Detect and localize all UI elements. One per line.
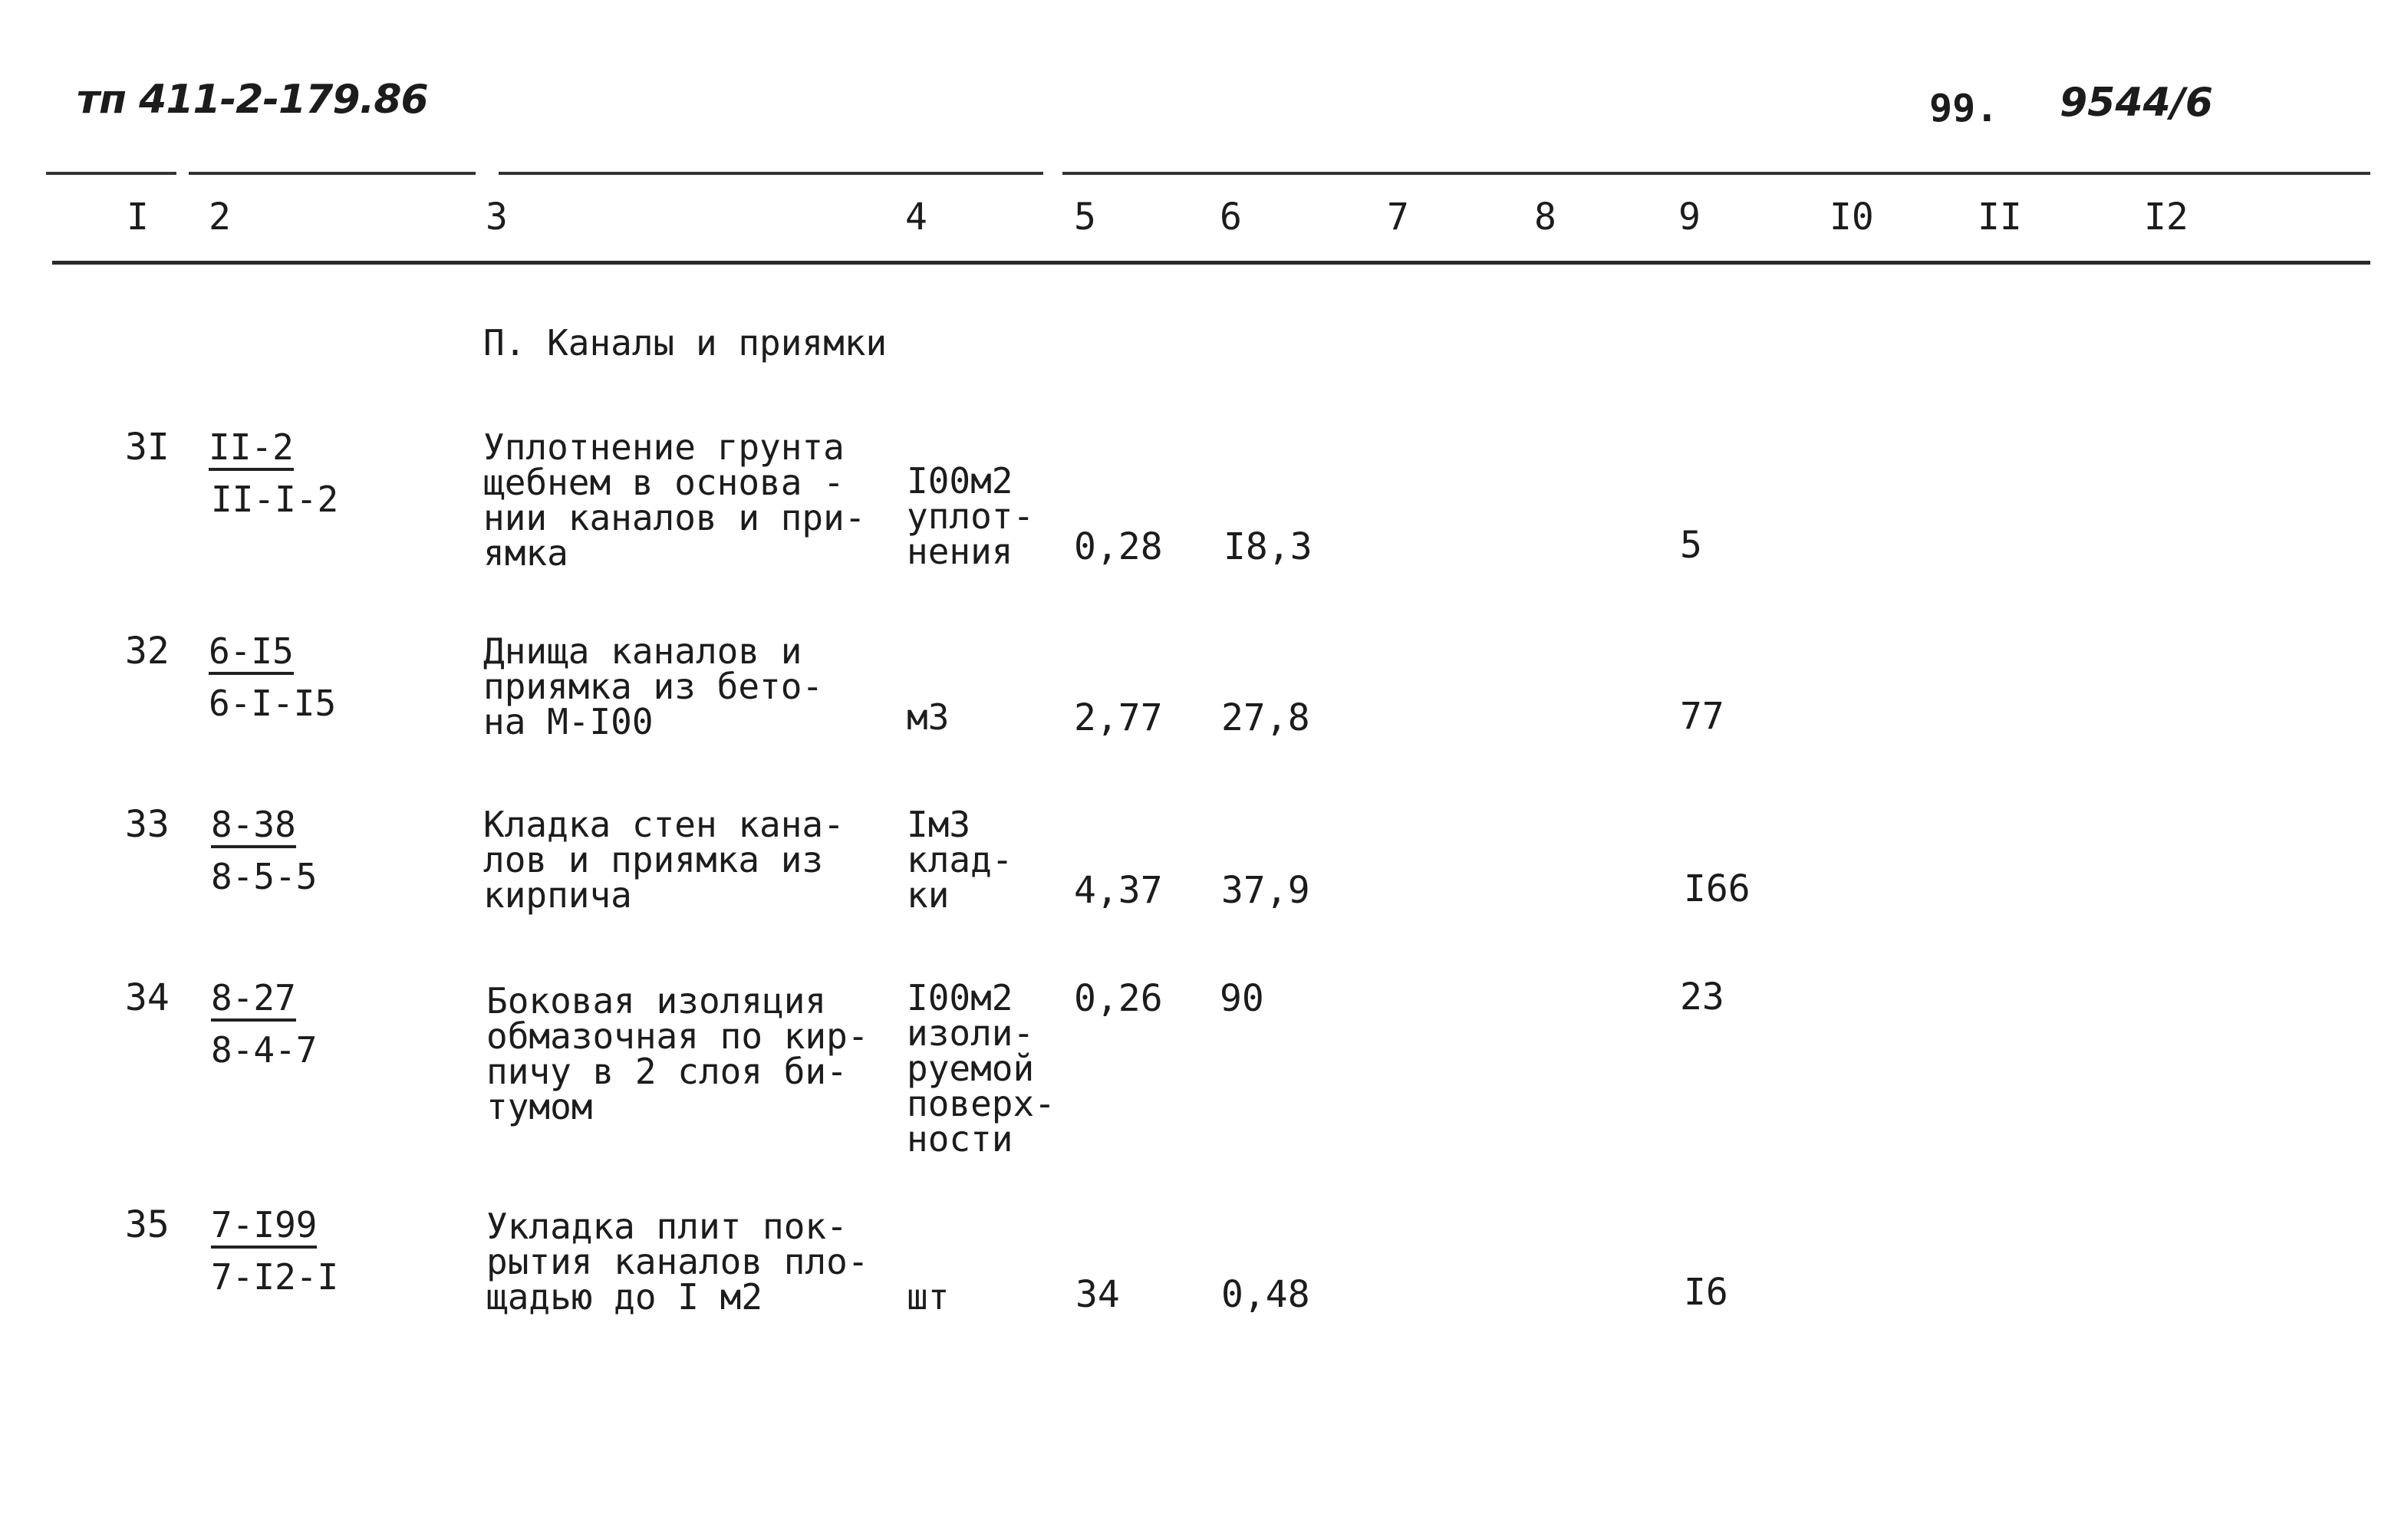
column-9-value: 5 [1680,524,1702,567]
column-header-5: 5 [1074,196,1096,239]
top-rule [46,172,2370,175]
norm-code-top-text: 6-I5 [209,633,294,675]
section-title: П. Каналы и приямки [483,322,888,364]
column-header-9: 9 [1678,196,1701,239]
column-header-11: II [1978,196,2022,239]
norm-code-bottom: 8-4-7 [211,1029,318,1071]
quantity: 2,77 [1074,696,1163,739]
row-number: 34 [125,976,170,1019]
column-header-1: I [127,196,149,239]
quantity: 0,26 [1074,977,1163,1020]
column-header-3: 3 [486,196,508,239]
header-bottom-rule [52,261,2370,265]
column-header-12: I2 [2144,196,2189,239]
unit-of-measure: I00м2 изоли- руемой поверх- ности [907,977,1056,1160]
quantity: 0,28 [1074,525,1163,568]
unit-rate: 0,48 [1221,1273,1310,1316]
norm-code-top-text: II-2 [209,429,294,471]
column-9-value: 23 [1680,976,1724,1018]
column-header-2: 2 [209,196,231,239]
norm-code-top [211,977,296,1022]
unit-rate: 90 [1220,977,1264,1020]
unit-of-measure: м3 [907,696,950,738]
document-reference: тп 411-2-179.86 [77,77,428,123]
quantity: 4,37 [1074,869,1163,912]
quantity: 34 [1075,1273,1120,1316]
page-number: 99. [1929,86,1999,130]
norm-code-top-text: 8-27 [211,980,296,1022]
row-number: 32 [125,630,170,673]
row-number: 3I [125,426,170,469]
column-9-value: I6 [1684,1271,1728,1314]
column-header-6: 6 [1220,196,1242,239]
unit-of-measure: шт [907,1276,950,1318]
column-header-7: 7 [1387,196,1409,239]
norm-code-top [211,1204,318,1249]
unit-rate: 27,8 [1221,696,1310,739]
work-description: Днища каналов и приямка из бето- на М-I00 [483,630,824,742]
norm-code-bottom: 6-I-I5 [209,683,337,724]
norm-code-bottom: 8-5-5 [211,856,318,897]
column-header-4: 4 [905,196,927,239]
sheet-code: 9544/6 [2060,80,2213,126]
column-header-8: 8 [1534,196,1556,239]
unit-rate: 37,9 [1221,869,1310,912]
unit-of-measure: I00м2 уплот- нения [907,460,1035,572]
work-description: Боковая изоляция обмазочная по кир- пичу в 2 слоя би- тумом [486,980,869,1127]
norm-code-top [209,426,294,471]
norm-code-top [209,630,294,675]
work-description: Уплотнение грунта щебнем в основа - нии каналов и при- ямка [483,426,866,574]
norm-code-bottom: II-I-2 [211,479,339,520]
work-description: Укладка плит пок- рытия каналов пло- щадью до I м2 [486,1206,869,1318]
row-number: 35 [125,1203,170,1246]
norm-code-top [211,804,296,848]
column-header-10: I0 [1830,196,1874,239]
work-description: Кладка стен кана- лов и приямка из кирпича [483,804,845,916]
unit-of-measure: Iм3 клад- ки [907,804,1013,916]
row-number: 33 [125,803,170,846]
unit-rate: I8,3 [1224,525,1312,568]
norm-code-bottom: 7-I2-I [211,1256,339,1298]
norm-code-top-text: 7-I99 [211,1207,317,1249]
norm-code-top-text: 8-38 [211,807,296,848]
column-9-value: 77 [1680,695,1724,738]
column-9-value: I66 [1684,867,1751,910]
